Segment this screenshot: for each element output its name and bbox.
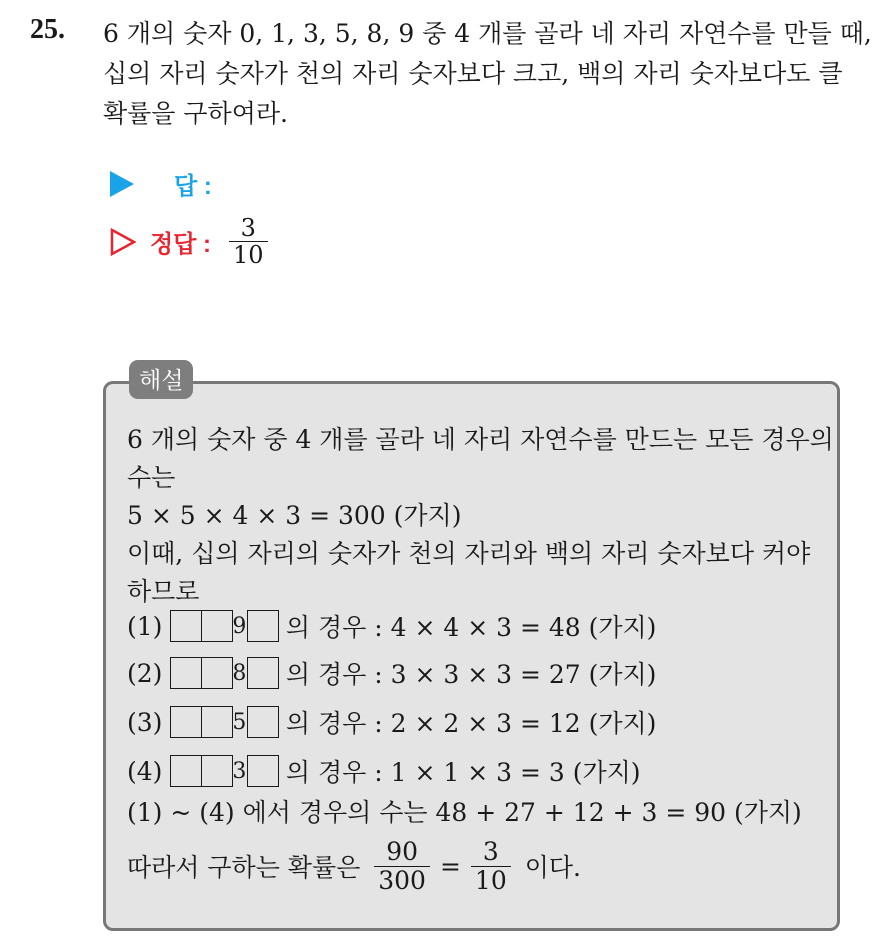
answer-label: 답 : (174, 173, 212, 200)
question-line-1: 6 개의 숫자 0, 1, 3, 5, 8, 9 중 4 개를 골라 네 자리 자연수를 만들 때, (103, 19, 872, 48)
fraction-numerator: 90 (386, 837, 419, 866)
digit-box (247, 610, 279, 642)
solution-line: 5 × 5 × 4 × 3 = 300 (가지) (127, 501, 462, 530)
final-line (127, 838, 581, 894)
case-row (127, 608, 656, 644)
fraction-numerator: 3 (240, 214, 256, 242)
digit-box (170, 755, 202, 787)
digit-box (201, 706, 233, 738)
digit-box (247, 755, 279, 787)
solution-line: 수는 (127, 463, 176, 492)
fraction-denominator: 10 (229, 241, 268, 268)
tens-digit: 9 (232, 613, 247, 639)
case-prefix: (1) (127, 611, 163, 641)
case-text: 의 경우 : 2 × 2 × 3 = 12 (가지) (285, 709, 657, 738)
digit-boxes (170, 657, 278, 689)
fraction-numerator: 3 (482, 837, 499, 866)
question-number: 25. (30, 14, 65, 45)
digit-boxes (170, 610, 278, 642)
case-text: 의 경우 : 4 × 4 × 3 = 48 (가지) (285, 613, 657, 642)
outline-arrow-icon (110, 228, 136, 256)
correct-answer-fraction (229, 215, 268, 269)
digit-boxes (170, 706, 278, 738)
correct-answer-label: 정답 : (150, 231, 212, 259)
sum-line: (1) ~ (4) 에서 경우의 수는 48 + 27 + 12 + 3 = 90 (가지) (127, 798, 802, 827)
case-prefix: (3) (127, 707, 163, 737)
play-arrow-icon (110, 171, 134, 197)
case-text: 의 경우 : 3 × 3 × 3 = 27 (가지) (285, 660, 657, 689)
equals-sign: = (439, 851, 461, 881)
digit-box (201, 657, 233, 689)
tens-digit: 3 (232, 758, 247, 784)
question-line-3: 확률을 구하여라. (103, 99, 288, 128)
digit-box (170, 706, 202, 738)
final-suffix: 이다. (524, 853, 581, 882)
fraction-denominator: 10 (471, 866, 511, 895)
digit-box (170, 610, 202, 642)
solution-line: 6 개의 숫자 중 4 개를 골라 네 자리 자연수를 만드는 모든 경우의 (127, 425, 834, 454)
tens-digit: 5 (232, 709, 247, 735)
digit-box (247, 706, 279, 738)
case-prefix: (2) (127, 658, 163, 688)
digit-box (247, 657, 279, 689)
digit-box (201, 755, 233, 787)
solution-line: 이때, 십의 자리의 숫자가 천의 자리와 백의 자리 숫자보다 커야 (127, 539, 811, 568)
final-prefix: 따라서 구하는 확률은 (127, 853, 361, 882)
correct-answer-row (110, 215, 268, 269)
case-row (127, 655, 656, 691)
case-text: 의 경우 : 1 × 1 × 3 = 3 (가지) (285, 758, 641, 787)
fraction-denominator: 300 (374, 866, 430, 895)
reduced-fraction (471, 838, 511, 894)
tens-digit: 8 (232, 660, 247, 686)
case-row (127, 753, 641, 789)
digit-box (170, 657, 202, 689)
probability-fraction (374, 838, 430, 894)
digit-boxes (170, 755, 278, 787)
solution-line: 하므로 (127, 577, 200, 606)
solution-tag: 해설 (129, 360, 193, 399)
case-prefix: (4) (127, 756, 163, 786)
case-row (127, 704, 656, 740)
answer-row (110, 166, 212, 201)
digit-box (201, 610, 233, 642)
question-line-2: 십의 자리 숫자가 천의 자리 숫자보다 크고, 백의 자리 숫자보다도 클 (103, 59, 843, 88)
